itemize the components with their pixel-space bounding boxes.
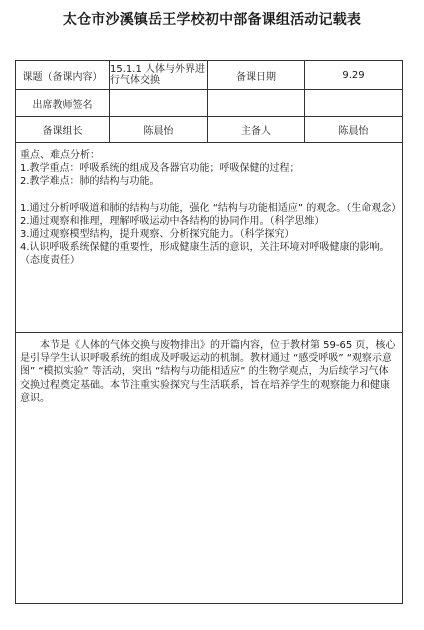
attendees-label: 出席教师签名 [16, 90, 110, 117]
preparer-label: 主备人 [208, 117, 305, 143]
topic-label: 课题（备课内容） [16, 61, 110, 90]
goal-line: 4.认识呼吸系统保健的重要性，形成健康生活的意识，关注环境对呼吸健康的影响。（态度责任） [20, 242, 390, 267]
summary-cell [16, 333, 403, 604]
analysis-heading: 重点、难点分析： [20, 150, 100, 161]
activity-record-table [15, 60, 403, 604]
leader-row [16, 117, 403, 143]
analysis-cell [16, 143, 403, 333]
analysis-row [16, 143, 403, 333]
summary-row [16, 333, 403, 604]
attendees-cell-3 [305, 90, 403, 117]
summary-text: 本节是《人体的气体交换与废物排出》的开篇内容，位于教材第 59-65 页，核心是引导学生认识呼吸系统的组成及呼吸运动的机制。教材通过 “感受呼吸” “观察示意图” “模拟实验” 等活动，突出 “结构与功能相适应” 的生物学观点，为后续学习气体交换过程奠定基础。本节注重实验探究与生活联系，旨在培养学生的观察能力和健康意识。 [20, 340, 396, 404]
leader-value: 陈晨怡 [110, 117, 208, 143]
leader-label: 备课组长 [16, 117, 110, 143]
goal-line: 1.通过分析呼吸道和肺的结构与功能，强化 “结构与功能相适应” 的观念。（生命观念） [20, 202, 402, 214]
attendees-cell-2 [208, 90, 305, 117]
spacer [20, 189, 398, 202]
date-value: 9.29 [305, 61, 403, 90]
topic-value: 15.1.1 人体与外界进行气体交换 [110, 61, 208, 90]
preparer-value: 陈晨怡 [305, 117, 403, 143]
goal-line: 2.通过观察和推理，理解呼吸运动中各结构的协同作用。（科学思维） [20, 215, 325, 227]
analysis-line: 1.教学重点：呼吸系统的组成及各器官功能；呼吸保健的过程； [20, 163, 300, 175]
attendees-cell-1 [110, 90, 208, 117]
attendees-row [16, 90, 403, 117]
date-label: 备课日期 [208, 61, 305, 90]
page-title: 太仓市沙溪镇岳王学校初中部备课组活动记载表 [62, 12, 362, 28]
analysis-line: 2.教学难点：肺的结构与功能。 [20, 176, 160, 188]
topic-row [16, 61, 403, 90]
goal-line: 3.通过观察模型结构，提升观察、分析探究能力。（科学探究） [20, 229, 295, 241]
